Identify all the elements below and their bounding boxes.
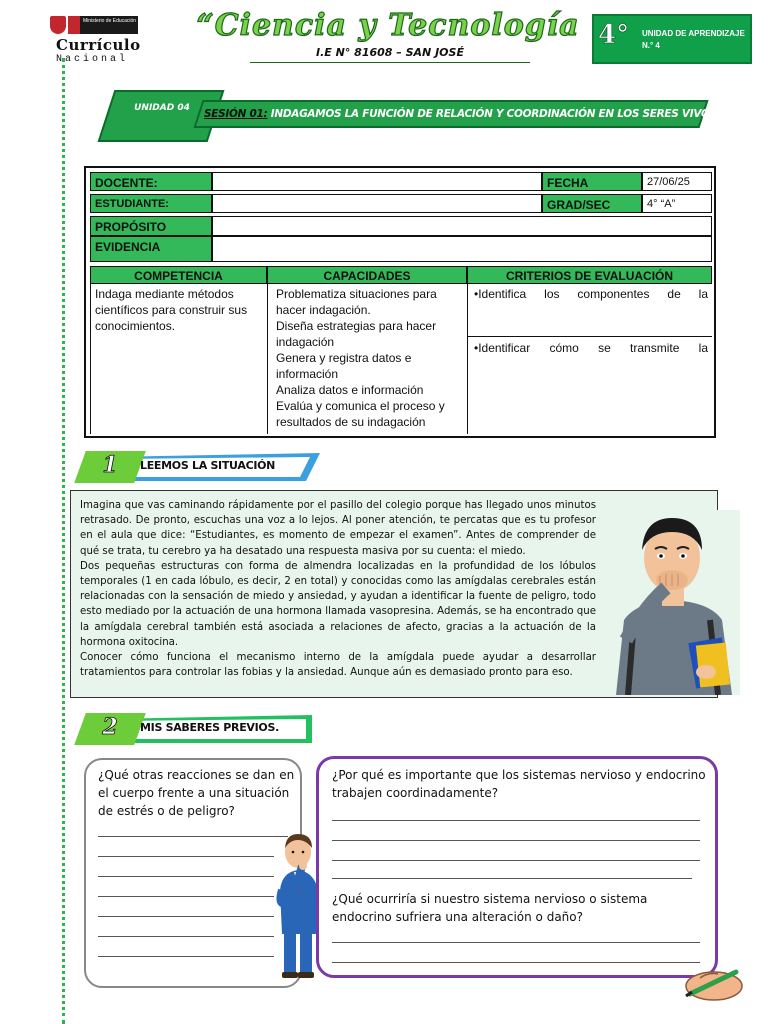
table-row	[90, 284, 712, 434]
ministry-tag	[68, 16, 138, 34]
session-title	[204, 108, 721, 120]
table-row	[90, 216, 712, 236]
unit-tag: UNIDAD 04	[134, 103, 190, 113]
criterio-item: •Identificar cómo se transmite la	[474, 341, 708, 355]
capacidad-item: Analiza datos e información	[276, 383, 424, 397]
grade-badge: 4°	[598, 20, 630, 50]
criterios-cell	[467, 284, 712, 434]
peru-shield-icon	[50, 16, 66, 34]
fecha-field[interactable]: 27/06/25	[642, 172, 712, 191]
section-1-banner	[80, 451, 320, 483]
session-title-text: INDAGAMOS LA FUNCIÓN DE RELACIÓN Y COORDINACIÓN EN LOS SERES VIVOS.	[267, 108, 721, 120]
criterio-divider	[468, 336, 712, 337]
fecha-label: FECHA	[542, 172, 642, 191]
question-2: ¿Por qué es importante que los sistemas nervioso y endocrino trabajen coordinadamente?	[332, 768, 706, 800]
section-2-number: 2	[102, 714, 118, 740]
capacidad-item: Diseña estrategias para hacer indagación	[276, 319, 437, 349]
section-1-number: 1	[102, 452, 118, 478]
header-competencia: COMPETENCIA	[90, 266, 267, 284]
section-2-banner	[80, 713, 312, 745]
answer-line[interactable]	[98, 936, 274, 937]
writing-hand-icon	[678, 964, 744, 1004]
curriculo-nacional-logo	[50, 14, 146, 64]
table-row	[90, 172, 712, 191]
session-banner	[86, 88, 721, 146]
capacidades-cell	[267, 284, 467, 434]
session-label: SESIÓN 01:	[204, 108, 268, 120]
reading-text	[80, 498, 596, 680]
table-header-row	[90, 266, 712, 284]
capacidad-item: Evalúa y comunica el proceso y resultados de su indagación	[276, 399, 445, 429]
reading-paragraph: Dos pequeñas estructuras con forma de almendra localizadas en la profundidad de los lóbulos temporales (1 en cada lóbulo, es decir, 2 en total) y conocidas como las amígdalas cerebrales están relacionadas con la sensación de miedo y ansiedad, y ayudan a identificar la fuente de peligro, todo esto mediado por la actuación de una hormona llamada vasopresina. Además, se ha encontrado que la amígdala cerebral también está asociada a relaciones de afecto, gracias a la actuación de la hormona oxitocina.	[80, 560, 596, 648]
school-name: I.E N° 81608 – SAN JOSÉ	[316, 46, 464, 59]
answer-line[interactable]	[332, 942, 700, 943]
table-row	[90, 236, 712, 262]
docente-label: DOCENTE:	[90, 172, 212, 191]
proposito-field[interactable]	[212, 216, 712, 236]
unit-label: UNIDAD DE APRENDIZAJE N.° 4	[642, 29, 745, 50]
header-capacidades: CAPACIDADES	[267, 266, 467, 284]
gradsec-field[interactable]: 4° “A”	[642, 194, 712, 213]
logo-nacional: Nacional	[56, 54, 129, 65]
competencia-text: Indaga mediante métodos científicos para construir sus conocimientos.	[95, 287, 248, 333]
criterio-item: •Identifica los componentes de la	[474, 287, 708, 301]
competencia-cell	[90, 284, 267, 434]
estudiante-label: ESTUDIANTE:	[90, 194, 212, 213]
answer-line[interactable]	[332, 840, 700, 841]
answer-line[interactable]	[98, 916, 274, 917]
answer-line[interactable]	[332, 878, 692, 879]
left-dotted-border	[62, 58, 65, 1024]
table-row	[90, 194, 712, 213]
info-table	[84, 166, 716, 438]
page-title: “Ciencia y Tecnología	[196, 8, 580, 43]
gradsec-label: GRAD/SEC	[542, 194, 642, 213]
question-3: ¿Qué ocurriría si nuestro sistema nervioso o sistema endocrino sufriera una alteración o daño?	[332, 892, 648, 924]
reading-paragraph: Imagina que vas caminando rápidamente por el pasillo del colegio porque has llegado unos minutos retrasado. De pronto, escuchas una voz a lo lejos. Al poner atención, te percatas que es tu profesor en el aula que dice: “Estudiantes, es momento de empezar el examen”. Antes de comprender de qué se trata, tu cerebro ya ha desatado una respuesta masiva por su cuenta: el miedo.	[80, 500, 596, 557]
capacidad-item: Genera y registra datos e información	[276, 351, 412, 381]
reading-paragraph: Conocer cómo funciona el mecanismo interno de la amígdala puede ayudar a desarrollar tratamientos para controlar las fobias y la ansiedad. Aunque aún es demasiado pronto para eso.	[80, 652, 596, 679]
answer-line[interactable]	[98, 876, 274, 877]
evidencia-label: EVIDENCIA	[90, 236, 212, 262]
unit-badge	[592, 14, 752, 64]
answer-line[interactable]	[98, 836, 288, 837]
header-criterios: CRITERIOS DE EVALUACIÓN	[467, 266, 712, 284]
section-1-title: LEEMOS LA SITUACIÓN	[140, 459, 276, 472]
proposito-label: PROPÓSITO	[90, 216, 212, 236]
school-underline	[250, 62, 530, 63]
student-fear-illustration	[606, 510, 740, 695]
capacidad-item: Problematiza situaciones para hacer indagación.	[276, 287, 437, 317]
answer-line[interactable]	[98, 896, 274, 897]
estudiante-field[interactable]	[212, 194, 542, 213]
docente-field[interactable]	[212, 172, 542, 191]
answer-line[interactable]	[332, 820, 700, 821]
answer-line[interactable]	[332, 962, 700, 963]
ministry-label: Ministerio de Educación	[83, 18, 137, 24]
question-1: ¿Qué otras reacciones se dan en el cuerpo frente a una situación de estrés o de peligro?	[98, 768, 295, 818]
answer-line[interactable]	[98, 856, 274, 857]
section-2-title: MIS SABERES PREVIOS.	[140, 721, 279, 734]
answer-line[interactable]	[98, 956, 274, 957]
answer-line[interactable]	[332, 860, 700, 861]
evidencia-field[interactable]	[212, 236, 712, 262]
logo-curriculo: Currículo	[56, 36, 141, 54]
